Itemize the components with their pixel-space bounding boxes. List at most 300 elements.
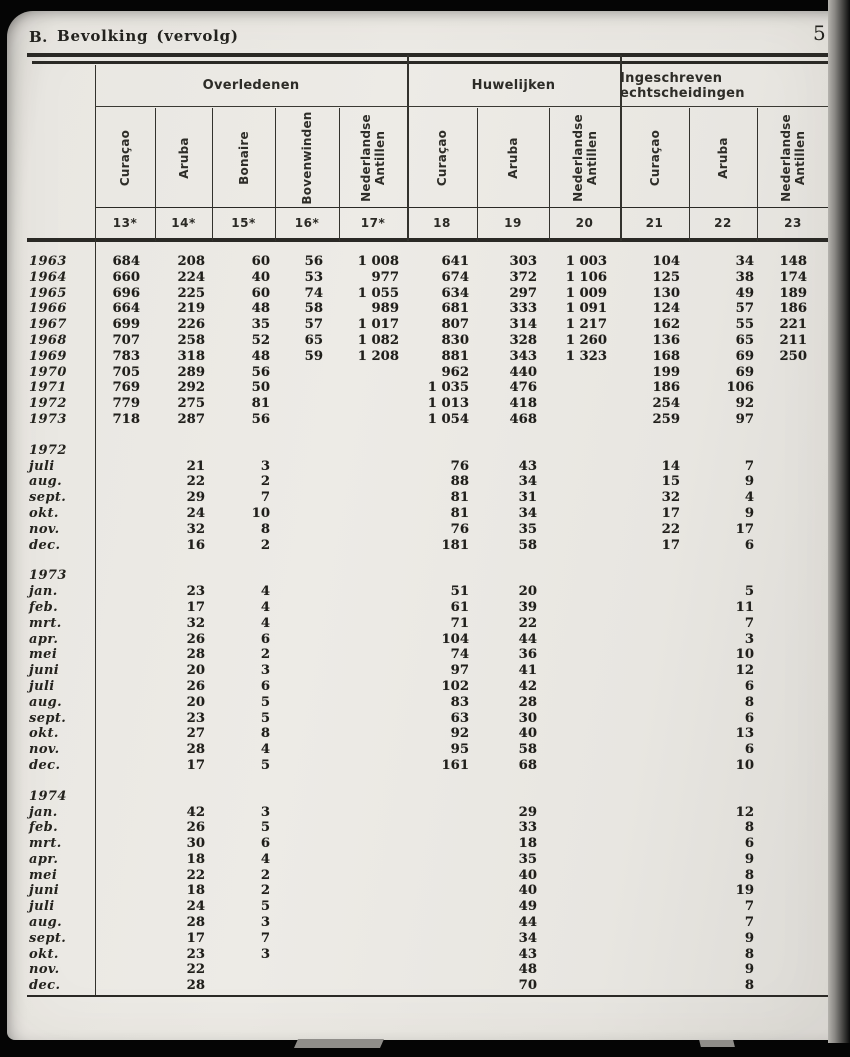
- table-row: [27, 947, 829, 963]
- value-cell: [620, 726, 689, 742]
- value-cell: [757, 868, 829, 884]
- value-cell: 58: [518, 537, 537, 553]
- value-cell: 65: [735, 332, 754, 348]
- value-cell: 20: [186, 663, 205, 679]
- value-cell: 2: [260, 883, 270, 899]
- value-cell: [757, 836, 829, 852]
- column-header: [212, 108, 275, 207]
- value-cell: [549, 947, 620, 963]
- value-cell: [155, 568, 212, 584]
- value-cell: 5: [260, 820, 270, 836]
- value-cell: [689, 789, 757, 805]
- value-cell: 74: [450, 647, 469, 663]
- value-cell: 8: [744, 867, 754, 883]
- value-cell: 208: [177, 254, 205, 269]
- value-cell: 226: [177, 317, 205, 333]
- value-cell: 221: [779, 317, 807, 333]
- row-label: 1966: [29, 301, 67, 317]
- row-gap: [27, 774, 829, 789]
- value-cell: [620, 820, 689, 836]
- value-cell: [95, 962, 155, 978]
- column-label: Aruba: [716, 136, 730, 179]
- value-cell: [549, 459, 620, 475]
- book-binding-edge: [828, 0, 850, 1043]
- value-cell: 4: [260, 615, 270, 631]
- value-cell: 40: [518, 726, 537, 742]
- value-cell: [339, 380, 407, 396]
- value-cell: [549, 742, 620, 758]
- value-cell: 1 091: [565, 301, 607, 317]
- value-cell: [275, 978, 339, 994]
- value-cell: 26: [186, 678, 205, 694]
- value-cell: 769: [112, 380, 140, 396]
- value-cell: 4: [260, 599, 270, 615]
- value-cell: 10: [735, 757, 754, 773]
- value-cell: 8: [260, 521, 270, 537]
- row-label: feb.: [29, 820, 59, 836]
- value-cell: [275, 396, 339, 412]
- value-cell: 22: [186, 474, 205, 490]
- value-cell: 4: [744, 490, 754, 506]
- paper-sheet: [7, 11, 836, 1040]
- value-cell: [407, 899, 477, 915]
- row-label: 1967: [29, 317, 67, 333]
- value-cell: [549, 600, 620, 616]
- value-cell: [757, 616, 829, 632]
- value-cell: 60: [251, 285, 270, 301]
- table-row: [27, 365, 829, 381]
- value-cell: 125: [652, 269, 680, 285]
- value-cell: 3: [260, 458, 270, 474]
- value-cell: 12: [735, 804, 754, 820]
- table-row: [27, 490, 829, 506]
- value-cell: [757, 568, 829, 584]
- value-cell: 634: [441, 285, 469, 301]
- value-cell: 136: [652, 332, 680, 348]
- value-cell: [757, 931, 829, 947]
- value-cell: [95, 978, 155, 994]
- value-cell: 35: [251, 317, 270, 333]
- value-cell: [620, 836, 689, 852]
- value-cell: 30: [186, 836, 205, 852]
- value-cell: [757, 947, 829, 963]
- value-cell: 74: [304, 285, 323, 301]
- value-cell: [549, 820, 620, 836]
- value-cell: 34: [518, 930, 537, 946]
- value-cell: [407, 868, 477, 884]
- row-label: mei: [29, 867, 58, 883]
- value-cell: [757, 459, 829, 475]
- value-cell: [339, 396, 407, 412]
- row-label: 1973: [29, 411, 67, 427]
- value-cell: 76: [450, 521, 469, 537]
- value-cell: 328: [509, 332, 537, 348]
- row-label: juli: [29, 458, 55, 474]
- value-cell: 1 003: [565, 254, 607, 269]
- value-cell: 17: [661, 537, 680, 553]
- value-cell: 70: [518, 978, 537, 994]
- value-cell: 6: [744, 710, 754, 726]
- value-cell: 36: [518, 647, 537, 663]
- table-row: [27, 789, 829, 805]
- value-cell: 104: [652, 254, 680, 269]
- value-cell: [620, 679, 689, 695]
- value-cell: [339, 947, 407, 963]
- value-cell: 674: [441, 269, 469, 285]
- value-cell: [95, 647, 155, 663]
- value-cell: 57: [735, 301, 754, 317]
- value-cell: 42: [186, 804, 205, 820]
- value-cell: [339, 931, 407, 947]
- value-cell: 43: [518, 458, 537, 474]
- value-cell: 102: [441, 678, 469, 694]
- row-label: juni: [29, 663, 60, 679]
- value-cell: 41: [518, 663, 537, 679]
- value-cell: [275, 899, 339, 915]
- value-cell: [275, 789, 339, 805]
- value-cell: 211: [779, 332, 807, 348]
- value-cell: [620, 789, 689, 805]
- value-cell: [95, 632, 155, 648]
- table-row: [27, 632, 829, 648]
- value-cell: 289: [177, 364, 205, 380]
- value-cell: 55: [735, 317, 754, 333]
- value-cell: 39: [518, 599, 537, 615]
- value-cell: [275, 695, 339, 711]
- value-cell: [95, 538, 155, 554]
- value-cell: 1 013: [427, 396, 469, 412]
- value-cell: 22: [661, 521, 680, 537]
- value-cell: [549, 490, 620, 506]
- value-cell: [95, 852, 155, 868]
- value-cell: 24: [186, 505, 205, 521]
- value-cell: 6: [744, 742, 754, 758]
- value-cell: [95, 789, 155, 805]
- table-row: [27, 883, 829, 899]
- value-cell: 4: [260, 742, 270, 758]
- value-cell: 19: [735, 883, 754, 899]
- table-row: [27, 852, 829, 868]
- column-number: 14*: [171, 216, 196, 230]
- value-cell: 28: [186, 742, 205, 758]
- value-cell: [620, 962, 689, 978]
- value-cell: [339, 695, 407, 711]
- table-row: [27, 820, 829, 836]
- table-row: [27, 538, 829, 554]
- value-cell: [275, 947, 339, 963]
- value-cell: [275, 443, 339, 459]
- value-cell: 104: [441, 631, 469, 647]
- value-cell: 161: [441, 757, 469, 773]
- value-cell: [757, 396, 829, 412]
- table-row: [27, 899, 829, 915]
- value-cell: 28: [186, 647, 205, 663]
- table-row: [27, 647, 829, 663]
- row-label: apr.: [29, 851, 59, 867]
- column-header: [275, 108, 339, 207]
- column-header: [620, 108, 689, 207]
- value-cell: [275, 742, 339, 758]
- value-cell: 16: [186, 537, 205, 553]
- value-cell: [95, 568, 155, 584]
- value-cell: [757, 600, 829, 616]
- column-header: [155, 108, 212, 207]
- value-cell: [407, 836, 477, 852]
- value-cell: [549, 915, 620, 931]
- value-cell: 44: [518, 631, 537, 647]
- value-cell: 1 008: [357, 254, 399, 269]
- value-cell: 33: [518, 820, 537, 836]
- value-cell: 34: [735, 254, 754, 269]
- value-cell: 69: [735, 364, 754, 380]
- value-cell: [339, 805, 407, 821]
- value-cell: 17: [186, 599, 205, 615]
- value-cell: 69: [735, 348, 754, 364]
- value-cell: [757, 522, 829, 538]
- page-number: 5: [813, 21, 826, 45]
- table-row: [27, 459, 829, 475]
- table-row: [27, 679, 829, 695]
- row-label: nov.: [29, 962, 60, 978]
- row-gap: [27, 428, 829, 443]
- value-cell: [757, 679, 829, 695]
- value-cell: 17: [661, 505, 680, 521]
- column-labels-row: [95, 108, 829, 207]
- group-header-echtscheidingen: Ingeschreven echtscheidingen: [620, 65, 829, 107]
- value-cell: [620, 568, 689, 584]
- column-number: 22: [714, 216, 732, 230]
- value-cell: 1 055: [357, 285, 399, 301]
- value-cell: 1 054: [427, 411, 469, 427]
- value-cell: [757, 742, 829, 758]
- value-cell: 48: [518, 962, 537, 978]
- value-cell: [339, 789, 407, 805]
- value-cell: 468: [509, 411, 537, 427]
- value-cell: [689, 568, 757, 584]
- value-cell: 1 017: [357, 317, 399, 333]
- value-cell: 35: [518, 851, 537, 867]
- value-cell: [757, 647, 829, 663]
- value-cell: [407, 443, 477, 459]
- value-cell: [757, 852, 829, 868]
- value-cell: 476: [509, 380, 537, 396]
- value-cell: [549, 679, 620, 695]
- value-cell: [757, 805, 829, 821]
- value-cell: [549, 726, 620, 742]
- table-row: [27, 506, 829, 522]
- row-label: mei: [29, 647, 58, 663]
- row-label: okt.: [29, 946, 59, 962]
- value-cell: [339, 820, 407, 836]
- value-cell: 48: [251, 301, 270, 317]
- value-cell: [275, 931, 339, 947]
- value-cell: [549, 758, 620, 774]
- value-cell: [549, 836, 620, 852]
- value-cell: 97: [450, 663, 469, 679]
- value-cell: [549, 538, 620, 554]
- value-cell: 49: [735, 285, 754, 301]
- row-label: sept.: [29, 930, 67, 946]
- value-cell: 24: [186, 899, 205, 915]
- value-cell: 12: [735, 663, 754, 679]
- value-cell: 162: [652, 317, 680, 333]
- value-cell: [339, 742, 407, 758]
- value-cell: [95, 584, 155, 600]
- value-cell: 10: [251, 505, 270, 521]
- value-cell: [275, 490, 339, 506]
- value-cell: [549, 647, 620, 663]
- value-cell: [477, 789, 549, 805]
- value-cell: 779: [112, 396, 140, 412]
- column-label: Aruba: [506, 136, 520, 179]
- value-cell: 2: [260, 537, 270, 553]
- value-cell: 1 323: [565, 348, 607, 364]
- value-cell: 49: [518, 899, 537, 915]
- value-cell: [95, 758, 155, 774]
- row-label: juli: [29, 899, 55, 915]
- value-cell: [275, 568, 339, 584]
- table-row: [27, 568, 829, 584]
- column-label: Curaçao: [118, 129, 132, 186]
- value-cell: [620, 805, 689, 821]
- rule-top-secondary: [32, 61, 829, 64]
- value-cell: [620, 742, 689, 758]
- value-cell: 124: [652, 301, 680, 317]
- value-cell: [477, 568, 549, 584]
- value-cell: [549, 931, 620, 947]
- value-cell: [275, 522, 339, 538]
- value-cell: [95, 947, 155, 963]
- row-gap: [27, 553, 829, 568]
- value-cell: 9: [744, 962, 754, 978]
- value-cell: 1 208: [357, 348, 399, 364]
- value-cell: 254: [652, 396, 680, 412]
- row-label: 1972: [29, 442, 67, 458]
- column-label: Aruba: [176, 136, 191, 179]
- value-cell: 6: [744, 678, 754, 694]
- value-cell: 60: [251, 254, 270, 269]
- value-cell: [339, 679, 407, 695]
- value-cell: [549, 852, 620, 868]
- column-number: 15*: [231, 216, 256, 230]
- value-cell: [757, 632, 829, 648]
- value-cell: [549, 616, 620, 632]
- value-cell: [757, 820, 829, 836]
- value-cell: [549, 380, 620, 396]
- value-cell: [339, 616, 407, 632]
- column-label: Bovenwinden: [300, 110, 314, 205]
- value-cell: [275, 380, 339, 396]
- value-cell: 962: [441, 364, 469, 380]
- value-cell: [620, 647, 689, 663]
- value-cell: 664: [112, 301, 140, 317]
- value-cell: [549, 443, 620, 459]
- table-row: [27, 412, 829, 428]
- value-cell: 7: [744, 458, 754, 474]
- value-cell: 17: [735, 521, 754, 537]
- value-cell: [275, 412, 339, 428]
- row-label: 1965: [29, 285, 67, 301]
- value-cell: 314: [509, 317, 537, 333]
- value-cell: [620, 947, 689, 963]
- value-cell: [549, 695, 620, 711]
- group-header-overledenen: Overledenen: [95, 65, 407, 107]
- value-cell: [275, 805, 339, 821]
- value-cell: [757, 695, 829, 711]
- value-cell: 40: [518, 867, 537, 883]
- value-cell: 51: [450, 584, 469, 600]
- value-cell: [549, 412, 620, 428]
- value-cell: 7: [744, 915, 754, 931]
- value-cell: [95, 679, 155, 695]
- value-cell: 189: [779, 285, 807, 301]
- value-cell: [275, 836, 339, 852]
- value-cell: 56: [251, 411, 270, 427]
- value-cell: [549, 474, 620, 490]
- value-cell: [549, 568, 620, 584]
- value-cell: 42: [518, 678, 537, 694]
- table-row: [27, 805, 829, 821]
- value-cell: 8: [744, 820, 754, 836]
- value-cell: 705: [112, 364, 140, 380]
- value-cell: 303: [509, 254, 537, 269]
- column-header: [757, 108, 829, 207]
- row-label: jan.: [29, 584, 58, 600]
- value-cell: [549, 899, 620, 915]
- column-header: [95, 108, 155, 207]
- value-cell: [549, 789, 620, 805]
- value-cell: [95, 490, 155, 506]
- value-cell: 29: [186, 490, 205, 506]
- column-number: 17*: [360, 216, 386, 230]
- row-label: okt.: [29, 726, 59, 742]
- table-row: [27, 868, 829, 884]
- value-cell: [549, 868, 620, 884]
- value-cell: 186: [652, 380, 680, 396]
- value-cell: 92: [450, 726, 469, 742]
- value-cell: [339, 506, 407, 522]
- row-label: sept.: [29, 710, 67, 726]
- value-cell: [95, 899, 155, 915]
- table-row: [27, 474, 829, 490]
- table-row: [27, 836, 829, 852]
- value-cell: [339, 868, 407, 884]
- row-label: aug.: [29, 694, 63, 710]
- value-cell: 148: [779, 254, 807, 269]
- value-cell: [549, 396, 620, 412]
- value-cell: 6: [260, 836, 270, 852]
- value-cell: 32: [186, 521, 205, 537]
- value-cell: [549, 365, 620, 381]
- value-cell: 26: [186, 631, 205, 647]
- table-row: [27, 600, 829, 616]
- value-cell: [339, 899, 407, 915]
- value-cell: [275, 663, 339, 679]
- value-cell: [757, 726, 829, 742]
- value-cell: [549, 584, 620, 600]
- value-cell: [620, 758, 689, 774]
- value-cell: [275, 962, 339, 978]
- row-label: 1971: [29, 380, 67, 396]
- table-row: [27, 978, 829, 994]
- value-cell: [339, 852, 407, 868]
- value-cell: 71: [450, 615, 469, 631]
- value-cell: 76: [450, 458, 469, 474]
- column-header: [549, 108, 620, 207]
- value-cell: 31: [518, 490, 537, 506]
- row-label: juli: [29, 678, 55, 694]
- value-cell: [549, 805, 620, 821]
